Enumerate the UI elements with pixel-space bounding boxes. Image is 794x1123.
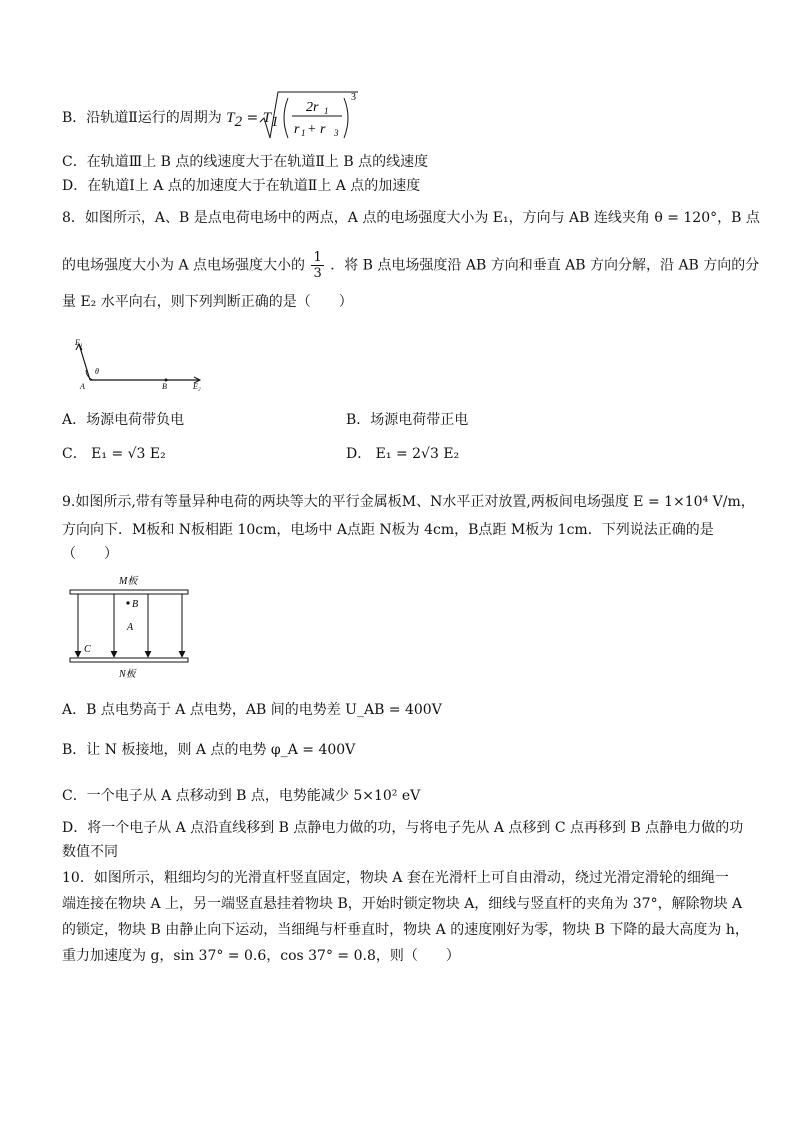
q9-option-a: A．B 点电势高于 A 点电势，AB 间的电势差 U_AB = 400V [62, 702, 442, 718]
frac-num: 1 [313, 250, 322, 265]
q9-option-d-line2: 数值不同 [62, 844, 118, 860]
frac-den-r1: r [294, 122, 300, 137]
q7-option-d: D．在轨道Ⅰ上 A 点的加速度大于在轨道Ⅱ上 A 点的加速度 [62, 178, 421, 194]
q8-stem-line3: 量 E₂ 水平向右，则下列判断正确的是（ ） [62, 294, 353, 310]
label-E2: E₂ [193, 382, 201, 391]
frac-den-plus-r: + r [307, 122, 326, 137]
sub-1: 1 [271, 113, 279, 130]
frac-den-sub1: 1 [301, 128, 306, 138]
q8-line2-pre: 的电场强度大小为 A 点电场强度大小的 [62, 257, 306, 274]
q8-option-a: A．场源电荷带负电 [62, 412, 185, 428]
q9-option-c: C．一个电子从 A 点移动到 B 点，电势能减少 5×10² eV [62, 788, 421, 804]
sub-2: 2 [234, 113, 243, 130]
q9-stem-line2-visible: 方向向下．M板和 N板相距 10cm，电场中 A点距 N板为 4cm，B点距 M板为 1cm．下列说法正确的是 [62, 522, 714, 538]
q9-stem-line3: （ ） [62, 546, 118, 562]
q9-figure [66, 572, 196, 682]
label-M-plate: M板 [119, 576, 138, 587]
q7-formula-root [258, 88, 378, 144]
equals-sign: = [242, 110, 263, 126]
q8-line2-post: ．将 B 点电场强度沿 AB 方向和垂直 AB 方向分解，沿 AB 方向的分 [330, 257, 760, 274]
label-C: C [84, 644, 91, 655]
label-E1: E₁ [75, 338, 83, 347]
fraction-one-third [311, 250, 323, 281]
q9-option-b: B．让 N 板接地，则 A 点的电势 φ_A = 400V [62, 742, 356, 758]
label-A: A [127, 622, 134, 633]
q10-stem-line2: 端连接在物块 A 上，另一端竖直悬挂着物块 B，开始时锁定物块 A，细线与竖直杆的夹角为 37°，解除物块 A [62, 896, 743, 912]
label-B: B [132, 599, 139, 610]
q10-stem-line4: 重力加速度为 g，sin 37° = 0.6，cos 37° = 0.8，则（ ） [62, 948, 460, 964]
q9-option-d-line1: D．将一个电子从 A 点沿直线移到 B 点静电力做的功，与将电子先从 A 点移到 C 点再移到 B 点静电力做的功 [62, 820, 744, 836]
symbol-T2: T [226, 110, 235, 126]
q8-stem-line1: 8．如图所示，A、B 是点电荷电场中的两点，A 点的电场强度大小为 E₁，方向与 AB 连线夹角 θ = 120°，B 点 [62, 210, 760, 226]
q8-option-d: D． E₁ = 2√3 E₂ [346, 446, 460, 462]
q7-option-b-text: B．沿轨道Ⅱ运行的周期为 [62, 110, 222, 126]
q8-option-c: C． E₁ = √3 E₂ [62, 446, 166, 462]
power-3: 3 [351, 92, 356, 103]
q7-option-c: C．在轨道Ⅲ上 B 点的线速度大于在轨道Ⅱ上 B 点的线速度 [62, 154, 429, 170]
q8-option-b: B．场源电荷带正电 [346, 412, 469, 428]
q7-option-b [62, 108, 279, 132]
frac-num-sub: 1 [324, 106, 329, 116]
q10-stem-line3: 的锁定，物块 B 由静止向下运动，当细绳与杆垂直时，物块 A 的速度刚好为零，物块 B 下降的最大高度为 h， [62, 922, 749, 938]
label-B: B [162, 382, 167, 391]
frac-den: 3 [313, 266, 322, 281]
q8-figure [70, 334, 230, 394]
q10-stem-line1: 10．如图所示，粗细均匀的光滑直杆竖直固定，物块 A 套在光滑杆上可自由滑动，绕过光滑定滑轮的细绳一 [62, 870, 729, 886]
q8-stem-line2 [62, 250, 759, 281]
label-theta: θ [95, 367, 99, 376]
frac-numerator: 2r [306, 100, 319, 115]
label-N-plate: N板 [119, 669, 136, 680]
frac-den-sub3: 3 [334, 128, 339, 138]
q9-stem-line1: 9.如图所示,带有等量异种电荷的两块等大的平行金属板M、N水平正对放置,两板间电场强度 E = 1×10⁴ V/m， [62, 494, 755, 510]
symbol-T1: T [262, 110, 272, 126]
label-A: A [80, 382, 85, 391]
